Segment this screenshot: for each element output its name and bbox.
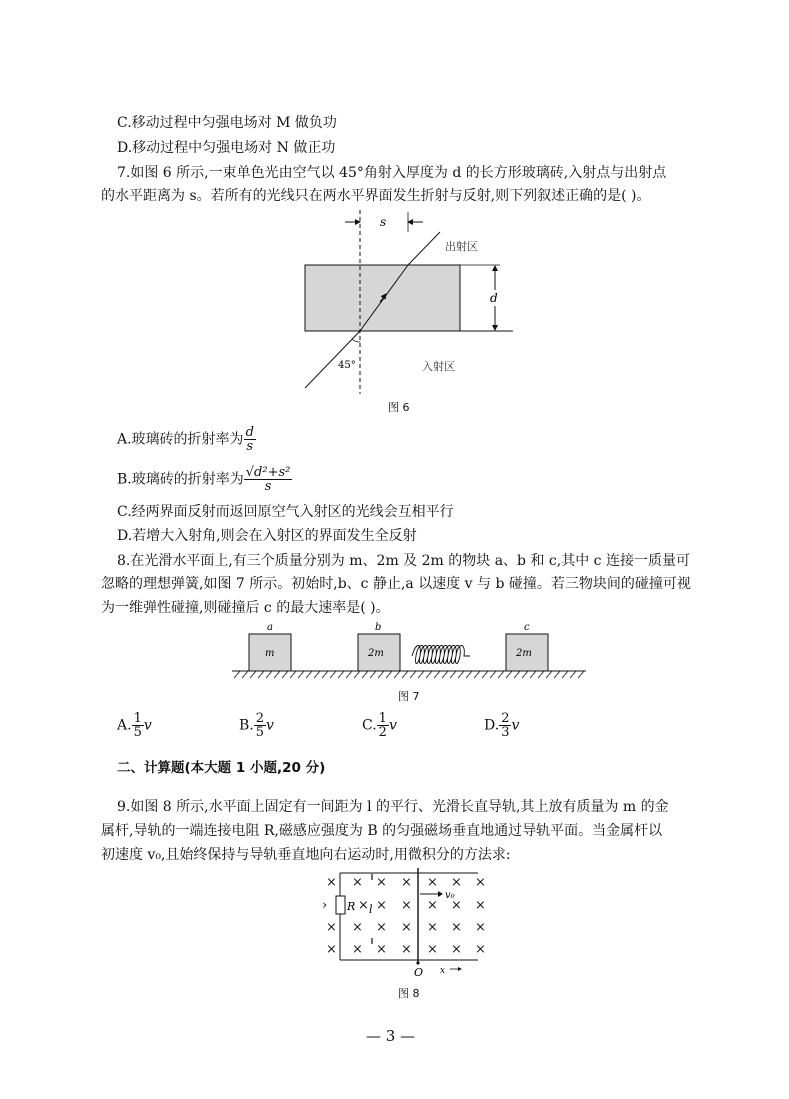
label-s: s (380, 215, 387, 229)
svg-text:×: × (451, 898, 462, 913)
label-entry-region: 入射区 (422, 360, 455, 373)
fraction-denominator: 2 (378, 725, 387, 740)
block-a-label: a (267, 622, 273, 633)
q7-option-a-text: A.玻璃砖的折射率为 (117, 431, 244, 448)
svg-text:×: × (475, 942, 486, 957)
q8-option-c (362, 712, 397, 739)
block-c-label: c (524, 622, 530, 633)
option-fraction (499, 712, 511, 739)
q8-stem-line3: 为一维弹性碰撞,则碰撞后 c 的最大速率是( )。 (101, 600, 390, 616)
magnetic-field-crosses (326, 875, 486, 957)
option-letter: B. (239, 717, 254, 734)
svg-text:×: × (475, 920, 486, 935)
figure-6-caption: 图 6 (388, 401, 410, 414)
block-b-label: b (375, 622, 382, 633)
fraction-denominator: 5 (255, 725, 265, 740)
angle-arc (352, 339, 360, 342)
block-a-mass: m (265, 648, 275, 659)
q7-stem-line1: 7.如图 6 所示,一束单色光由空气以 45°角射入厚度为 d 的长方形玻璃砖,入射点与出射点 (117, 165, 667, 181)
q6-option-d: D.移动过程中匀强电场对 N 做正功 (117, 140, 336, 156)
figure-6 (290, 210, 530, 396)
q7-option-b-text: B.玻璃砖的折射率为 (117, 471, 244, 488)
label-R: R (347, 900, 356, 913)
svg-text:×: × (376, 898, 387, 913)
q7-option-b-fraction (244, 466, 293, 493)
page-number: — 3 — (366, 1027, 416, 1045)
fraction-denominator: 3 (501, 725, 510, 740)
q9-stem-line2: 属杆,导轨的一端连接电阻 R,磁感应强度为 B 的匀强磁场垂直地通过导轨平面。当金属杆以 (101, 823, 663, 839)
option-letter: C. (362, 717, 377, 734)
q7-option-c: C.经两界面反射而返回原空气入射区的光线会互相平行 (117, 504, 454, 520)
fraction-numerator: 1 (378, 711, 387, 726)
svg-text:×: × (427, 942, 438, 957)
q8-stem-line2: 忽略的理想弹簧,如图 7 所示。初始时,b、c 静止,a 以速度 v 与 b 碰撞。若三物块间的碰撞可视 (101, 576, 691, 592)
ground-hatching (234, 671, 584, 678)
svg-text:×: × (326, 920, 337, 935)
q7-option-d: D.若增大入射角,则会在入射区的界面发生全反射 (117, 528, 417, 544)
fraction-numerator: d (245, 425, 254, 440)
svg-text:×: × (376, 920, 387, 935)
svg-text:×: × (451, 875, 462, 890)
svg-text:×: × (352, 875, 363, 890)
label-l: l (369, 903, 373, 916)
fraction-numerator: √d²+s² (245, 465, 291, 480)
svg-text:×: × (475, 898, 486, 913)
q7-option-a-fraction (244, 426, 256, 453)
cross-left-edge: › (322, 898, 328, 913)
svg-text:×: × (358, 898, 369, 913)
exit-ray (408, 232, 440, 265)
svg-text:×: × (401, 920, 412, 935)
option-variable: v (143, 717, 152, 734)
q8-option-b (239, 712, 274, 739)
label-v0: v₀ (445, 890, 455, 901)
svg-text:×: × (326, 942, 337, 957)
svg-text:×: × (376, 942, 387, 957)
fraction-numerator: 1 (133, 711, 142, 726)
figure-8-caption: 图 8 (398, 987, 420, 1000)
velocity-arrow-head (438, 891, 443, 897)
svg-text:×: × (326, 875, 337, 890)
svg-text:×: × (352, 920, 363, 935)
option-fraction (132, 712, 144, 739)
option-variable: v (388, 717, 397, 734)
origin-dot (416, 961, 419, 964)
svg-text:×: × (451, 920, 462, 935)
label-d: d (490, 291, 498, 305)
figure-7 (228, 620, 590, 682)
fraction-denominator: s (264, 479, 272, 494)
svg-text:×: × (427, 920, 438, 935)
svg-text:×: × (475, 875, 486, 890)
block-b-mass: 2m (368, 648, 384, 659)
svg-text:×: × (427, 875, 438, 890)
option-fraction (254, 712, 266, 739)
svg-text:×: × (451, 942, 462, 957)
q9-stem-line1: 9.如图 8 所示,水平面上固定有一间距为 l 的平行、光滑长直导轨,其上放有质量为 m 的金 (117, 799, 669, 815)
label-exit-region: 出射区 (445, 240, 478, 253)
label-O: O (414, 966, 424, 979)
q9-stem-line3: 初速度 v₀,且始终保持与导轨垂直地向右运动时,用微积分的方法求: (101, 847, 511, 863)
option-letter: A. (117, 717, 132, 734)
q7-stem-line2: 的水平距离为 s。若所有的光线只在两水平界面发生折射与反射,则下列叙述正确的是( )。 (101, 188, 651, 204)
fraction-numerator: 2 (255, 711, 265, 726)
x-axis-arrow-head (458, 967, 462, 971)
label-angle: 45° (338, 360, 356, 371)
q7-option-b (117, 466, 292, 493)
fraction-denominator: 5 (133, 725, 142, 740)
resistor (336, 896, 345, 914)
fraction-denominator: s (246, 439, 254, 454)
svg-text:×: × (352, 942, 363, 957)
svg-text:×: × (427, 898, 438, 913)
q7-option-a (117, 426, 256, 453)
svg-text:×: × (401, 898, 412, 913)
section-2-title: 二、计算题(本大题 1 小题,20 分) (117, 760, 326, 776)
option-letter: D. (484, 717, 500, 734)
svg-text:×: × (401, 942, 412, 957)
option-variable: v (511, 717, 520, 734)
figure-8 (320, 866, 500, 980)
q8-option-a (117, 712, 152, 739)
svg-text:×: × (401, 875, 412, 890)
svg-text:×: × (376, 875, 387, 890)
option-variable: v (266, 717, 274, 734)
spring (412, 646, 470, 664)
q8-stem-line1: 8.在光滑水平面上,有三个质量分别为 m、2m 及 2m 的物块 a、b 和 c,其中 c 连接一质量可 (117, 553, 690, 569)
block-c-mass: 2m (516, 648, 532, 659)
q6-option-c: C.移动过程中匀强电场对 M 做负功 (117, 115, 337, 131)
q8-option-d (484, 712, 519, 739)
figure-7-caption: 图 7 (398, 690, 420, 703)
fraction-numerator: 2 (501, 711, 510, 726)
label-x: x (440, 966, 446, 976)
option-fraction (377, 712, 389, 739)
